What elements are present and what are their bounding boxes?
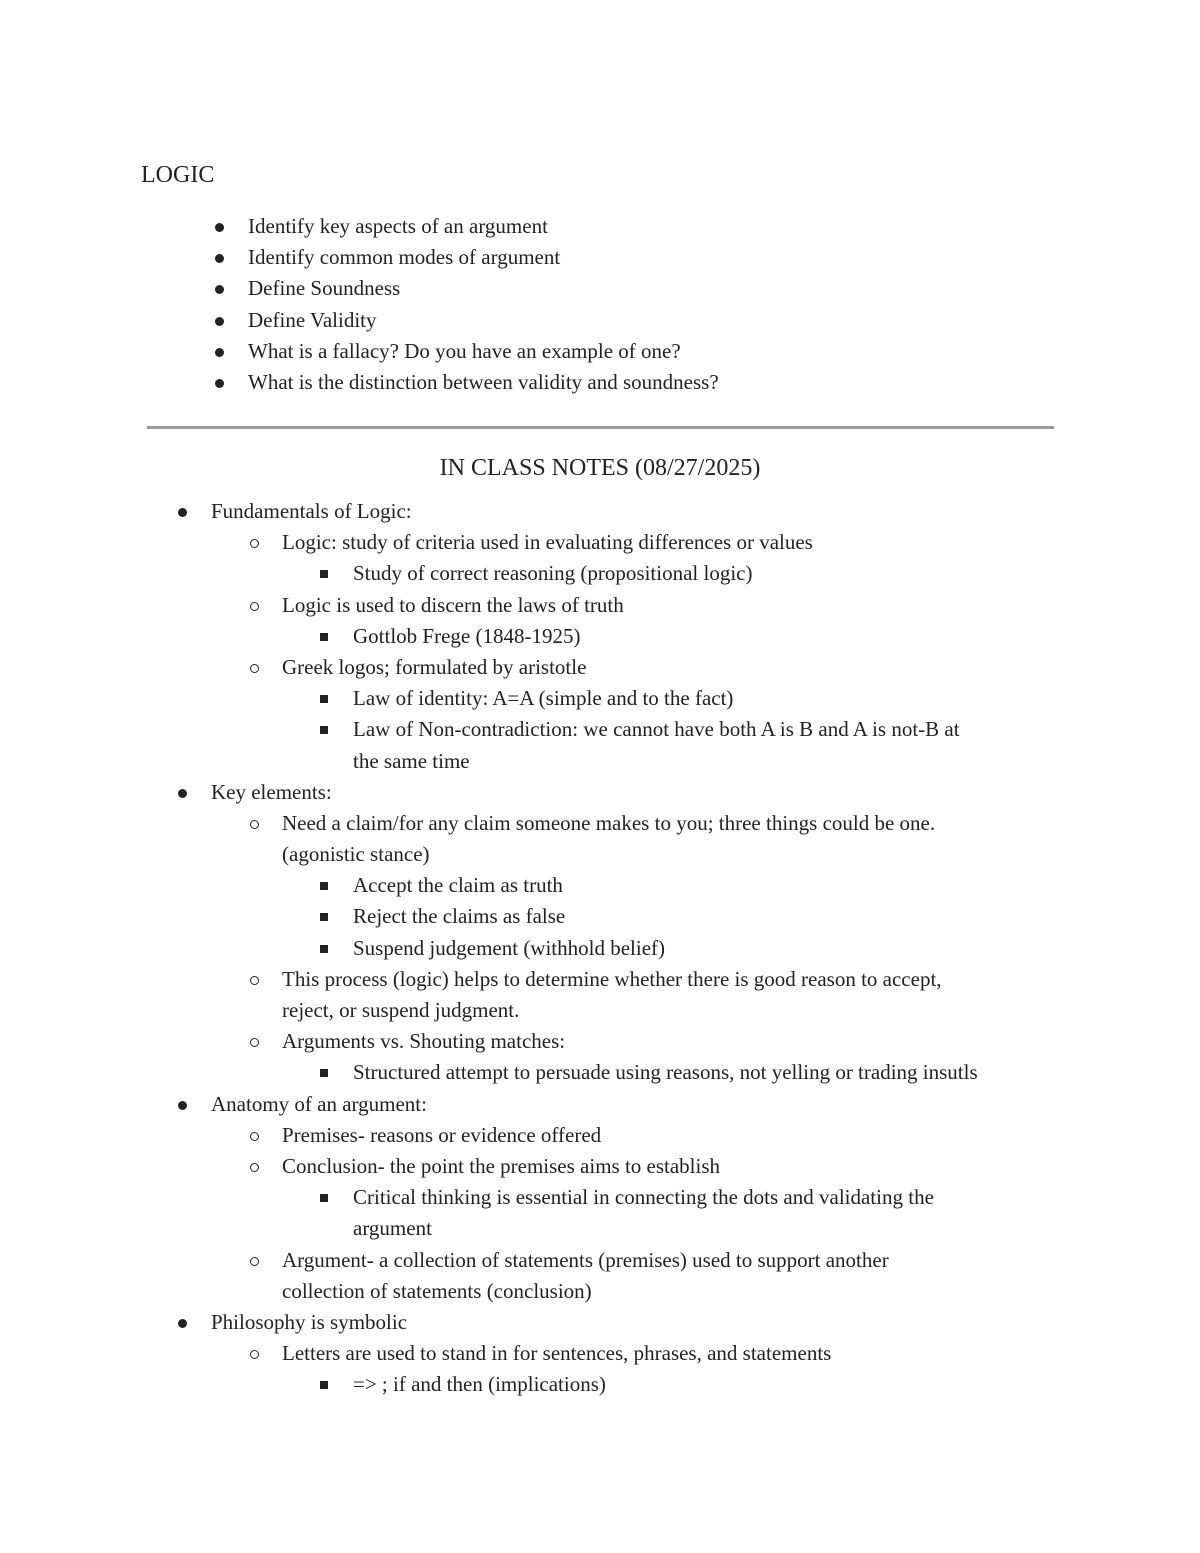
- bullet-dot-icon: [215, 254, 224, 263]
- bullet-square-icon: [320, 570, 328, 578]
- note-item-level2: Logic is used to discern the laws of truth: [0, 590, 1200, 621]
- note-item-level3: Law of identity: A=A (simple and to the fact): [0, 683, 1200, 714]
- note-item-level3: Gottlob Frege (1848-1925): [0, 621, 1200, 652]
- note-item-continuation: argument: [353, 1216, 432, 1241]
- bullet-square-icon: [320, 633, 328, 641]
- bullet-square-icon: [320, 726, 328, 734]
- bullet-dot-icon: [178, 1101, 187, 1110]
- note-item-level3: Suspend judgement (withhold belief): [0, 933, 1200, 964]
- list-item: Define Validity: [0, 305, 719, 336]
- list-item: Define Soundness: [0, 273, 719, 304]
- note-item-level3: Critical thinking is essential in connecting the dots and validating the: [0, 1182, 1200, 1213]
- notes-heading: IN CLASS NOTES (08/27/2025): [439, 455, 761, 481]
- bullet-square-icon: [320, 913, 328, 921]
- class-notes: [0, 496, 1200, 1400]
- bullet-dot-icon: [178, 789, 187, 798]
- bullet-circle-icon: [250, 820, 259, 829]
- note-item-level2: Letters are used to stand in for sentences, phrases, and statements: [0, 1338, 1200, 1369]
- list-item: What is a fallacy? Do you have an example of one?: [0, 336, 719, 367]
- note-item-level1: Key elements:: [0, 777, 1200, 808]
- bullet-circle-icon: [250, 602, 259, 611]
- horizontal-divider: [147, 426, 1054, 429]
- bullet-circle-icon: [250, 1038, 259, 1047]
- note-item-level3: Study of correct reasoning (propositional logic): [0, 558, 1200, 589]
- bullet-circle-icon: [250, 1132, 259, 1141]
- note-item-continuation: (agonistic stance): [282, 842, 430, 867]
- bullet-circle-icon: [250, 976, 259, 985]
- note-item-level2: Greek logos; formulated by aristotle: [0, 652, 1200, 683]
- bullet-dot-icon: [215, 348, 224, 357]
- bullet-dot-icon: [215, 285, 224, 294]
- bullet-dot-icon: [178, 508, 187, 517]
- bullet-circle-icon: [250, 1163, 259, 1172]
- note-item-level2: This process (logic) helps to determine whether there is good reason to accept,: [0, 964, 1200, 995]
- note-item-continuation: the same time: [353, 748, 470, 773]
- note-item-level1: Fundamentals of Logic:: [0, 496, 1200, 527]
- bullet-square-icon: [320, 945, 328, 953]
- list-item: Identify common modes of argument: [0, 242, 719, 273]
- bullet-circle-icon: [250, 539, 259, 548]
- list-item: What is the distinction between validity and soundness?: [0, 367, 719, 398]
- note-item-level2: Need a claim/for any claim someone makes to you; three things could be one.: [0, 808, 1200, 839]
- note-item-level2: Argument- a collection of statements (premises) used to support another: [0, 1245, 1200, 1276]
- bullet-dot-icon: [215, 223, 224, 232]
- bullet-dot-icon: [215, 379, 224, 388]
- note-item-continuation: reject, or suspend judgment.: [282, 998, 520, 1022]
- bullet-square-icon: [320, 882, 328, 890]
- bullet-circle-icon: [250, 1350, 259, 1359]
- bullet-circle-icon: [250, 1257, 259, 1266]
- bullet-dot-icon: [215, 317, 224, 326]
- note-item-level3: Structured attempt to persuade using reasons, not yelling or trading insutls: [0, 1057, 1200, 1088]
- objectives-list: [0, 211, 719, 398]
- note-item-level2: Conclusion- the point the premises aims to establish: [0, 1151, 1200, 1182]
- bullet-square-icon: [320, 695, 328, 703]
- document-title: LOGIC: [141, 162, 215, 188]
- bullet-square-icon: [320, 1069, 328, 1077]
- list-item: Identify key aspects of an argument: [0, 211, 719, 242]
- bullet-circle-icon: [250, 664, 259, 673]
- note-item-level3: Accept the claim as truth: [0, 870, 1200, 901]
- note-item-continuation: collection of statements (conclusion): [282, 1278, 592, 1303]
- note-item-level3: Law of Non-contradiction: we cannot have both A is B and A is not-B at: [0, 714, 1200, 745]
- note-item-level1: Anatomy of an argument:: [0, 1089, 1200, 1120]
- note-item-level2: Arguments vs. Shouting matches:: [0, 1026, 1200, 1057]
- note-item-level3: Reject the claims as false: [0, 901, 1200, 932]
- note-item-level1: Philosophy is symbolic: [0, 1307, 1200, 1338]
- note-item-level2: Premises- reasons or evidence offered: [0, 1120, 1200, 1151]
- note-item-level2: Logic: study of criteria used in evaluating differences or values: [0, 527, 1200, 558]
- bullet-dot-icon: [178, 1319, 187, 1328]
- note-item-level3: => ; if and then (implications): [0, 1369, 1200, 1400]
- bullet-square-icon: [320, 1194, 328, 1202]
- bullet-square-icon: [320, 1381, 328, 1389]
